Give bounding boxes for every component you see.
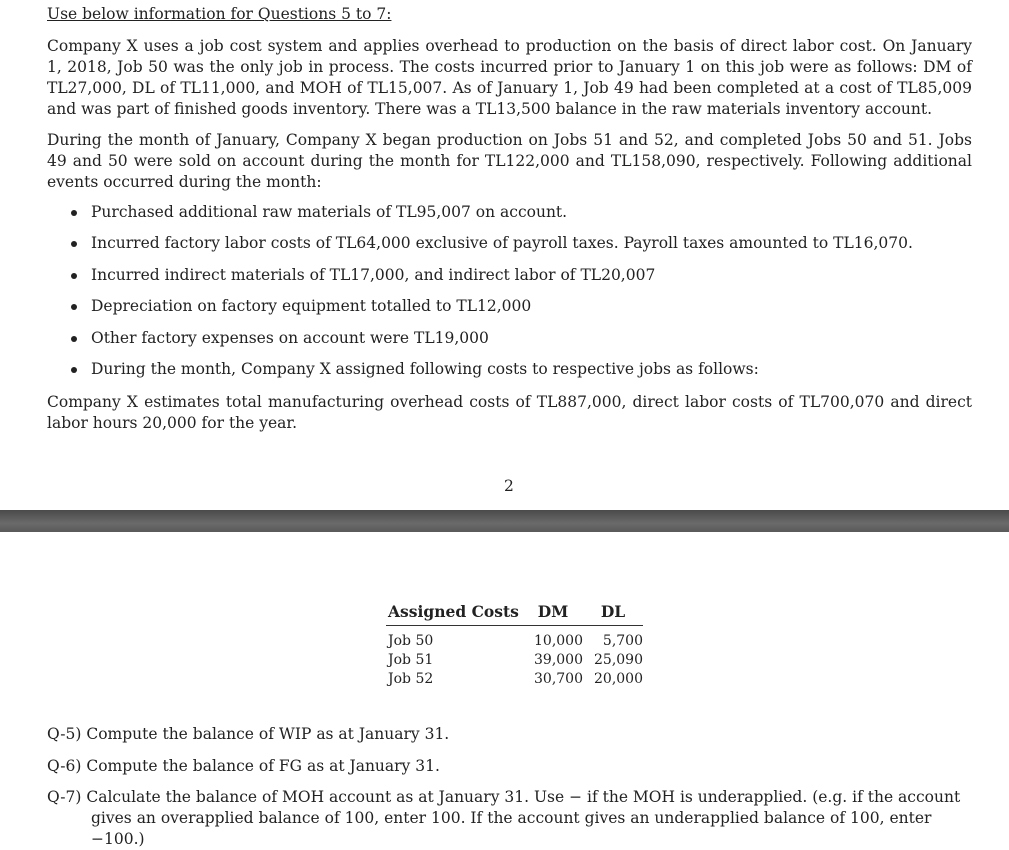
cell-dl: 25,090: [594, 652, 643, 668]
header-dm: DM: [537, 602, 569, 621]
cell-dl: 20,000: [594, 671, 643, 687]
cell-job: Job 50: [388, 633, 434, 649]
bullet-icon: [71, 336, 77, 342]
bullet-icon: [71, 273, 77, 279]
table-header-row: [386, 600, 643, 626]
section-heading: Use below information for Questions 5 to 7:: [47, 5, 392, 23]
table-row: [386, 670, 643, 689]
paragraph-intro: Company X uses a job cost system and applies overhead to production on the basis of direct labor cost. On January 1, 2018, Job 50 was the only job in process. The costs incurred prior to January 1 on this job were as follows: DM of TL27,000, DL of TL11,000, and MOH of TL15,007. As of January 1, Job 49 had been completed at a cost of TL85,009 and was part of finished goods inventory. There was a TL13,500 balance in the raw materials inventory account.: [47, 37, 972, 118]
list-item: Incurred factory labor costs of TL64,000 exclusive of payroll taxes. Payroll taxes amounted to TL16,070.: [68, 233, 968, 264]
assigned-costs-table-wrap: [386, 600, 643, 689]
bullet-icon: [71, 241, 77, 247]
cell-dm: 10,000: [534, 633, 583, 649]
bullet-icon: [71, 210, 77, 216]
header-dl: DL: [600, 602, 626, 621]
list-item: Other factory expenses on account were TL19,000: [68, 328, 968, 359]
cell-job: Job 51: [388, 652, 434, 668]
list-item: Purchased additional raw materials of TL95,007 on account.: [68, 202, 968, 233]
list-item: Depreciation on factory equipment totalled to TL12,000: [68, 296, 968, 327]
page-number: 2: [504, 477, 514, 495]
question-6: Q-6) Compute the balance of FG as at January 31.: [47, 757, 440, 775]
assigned-costs-table: [386, 600, 643, 689]
bullet-icon: [71, 304, 77, 310]
header-assigned-costs: Assigned Costs: [388, 602, 519, 621]
page-divider: [0, 510, 1009, 532]
paragraph-january: During the month of January, Company X began production on Jobs 51 and 52, and completed Jobs 50 and 51. Jobs 49 and 50 were sold on account during the month for TL122,000 and TL158,090, respectively. Following additional events occurred during the month:: [47, 131, 972, 191]
events-list: [68, 202, 968, 390]
bullet-icon: [71, 367, 77, 373]
cell-dm: 30,700: [534, 671, 583, 687]
cell-dm: 39,000: [534, 652, 583, 668]
table-row: [386, 651, 643, 670]
list-item: Incurred indirect materials of TL17,000, and indirect labor of TL20,007: [68, 265, 968, 296]
question-5: Q-5) Compute the balance of WIP as at January 31.: [47, 725, 450, 743]
cell-job: Job 52: [388, 671, 434, 687]
table-row: [386, 626, 643, 652]
paragraph-estimates: Company X estimates total manufacturing overhead costs of TL887,000, direct labor costs of TL700,070 and direct labor hours 20,000 for the year.: [47, 393, 972, 432]
list-item: During the month, Company X assigned following costs to respective jobs as follows:: [68, 359, 968, 390]
question-7: Q-7) Calculate the balance of MOH account as at January 31. Use − if the MOH is underapplied. (e.g. if the account gives an overapplied balance of 100, enter 100. If the account gives an underapplied balance of 100, enter −100.): [47, 788, 961, 848]
cell-dl: 5,700: [602, 633, 643, 649]
